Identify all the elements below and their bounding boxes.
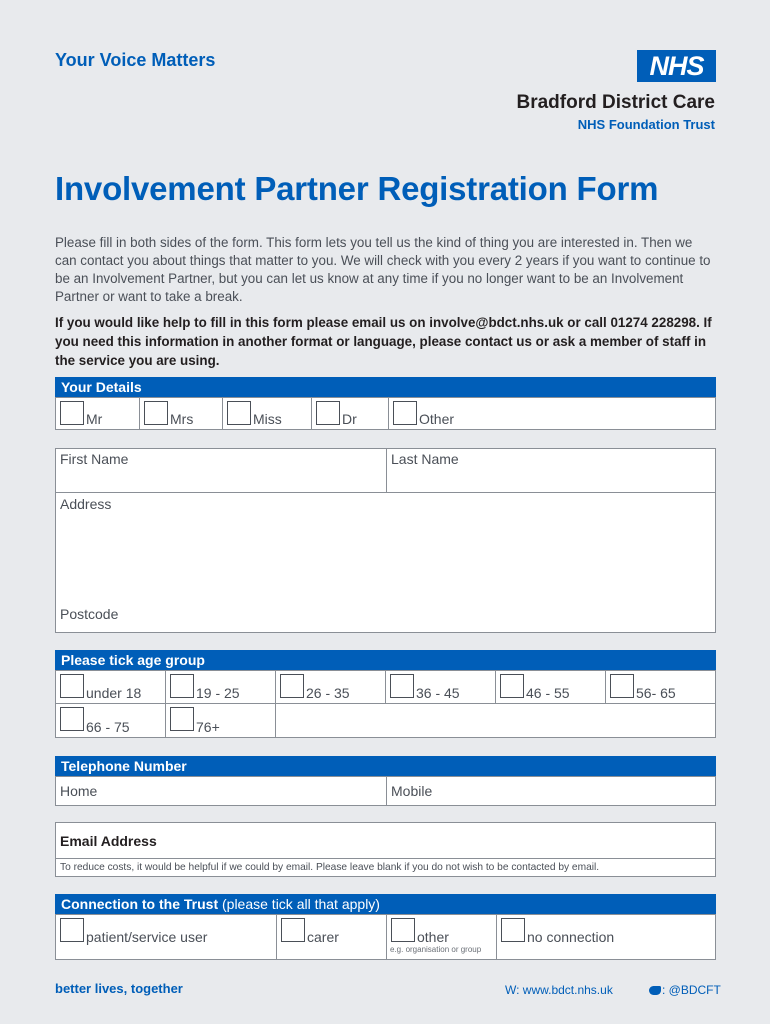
field-label: Home — [60, 783, 98, 799]
field-label: Mobile — [391, 783, 433, 799]
option-label: 19 - 25 — [196, 685, 240, 701]
checkbox[interactable] — [610, 674, 634, 698]
mobile-phone-field[interactable] — [387, 777, 715, 805]
checkbox[interactable] — [60, 401, 84, 425]
twitter-handle: : @BDCFT — [662, 983, 721, 997]
checkbox[interactable] — [393, 401, 417, 425]
checkbox[interactable] — [280, 674, 304, 698]
title-option-mr[interactable] — [56, 398, 140, 429]
checkbox[interactable] — [316, 401, 340, 425]
option-label: 66 - 75 — [86, 719, 130, 735]
nhs-logo: NHS — [637, 50, 716, 82]
footer-slogan: better lives, together — [55, 981, 183, 996]
option-label: no connection — [527, 929, 615, 945]
address-field[interactable] — [55, 492, 716, 633]
age-option[interactable] — [56, 704, 166, 737]
connection-option-patient[interactable] — [56, 915, 277, 959]
age-option[interactable] — [56, 671, 166, 703]
connection-option-carer[interactable] — [277, 915, 387, 959]
intro-text: Please fill in both sides of the form. This form lets you tell us the kind of thing you are interested in. Then we can contact you about things that matter to you. We will check with you every 2 years if you want to continue to be an Involvement Partner, but you can let us know at any time if you no longer want to be an Involvement Partner or want to take a break. — [55, 235, 711, 304]
checkbox[interactable] — [227, 401, 251, 425]
tagline: Your Voice Matters — [55, 50, 216, 70]
first-name-field[interactable] — [56, 449, 387, 492]
option-label: 56- 65 — [636, 685, 676, 701]
last-name-field[interactable] — [387, 449, 715, 492]
checkbox[interactable] — [500, 674, 524, 698]
section-heading: Your Details — [55, 377, 716, 397]
org-subtitle: NHS Foundation Trust — [577, 117, 715, 132]
name-row — [55, 448, 716, 493]
section-heading: Please tick age group — [55, 650, 716, 670]
option-label: 26 - 35 — [306, 685, 350, 701]
field-label: First Name — [60, 451, 129, 467]
postcode-label: Postcode — [60, 606, 119, 622]
twitter-icon — [649, 986, 661, 995]
title-option-miss[interactable] — [223, 398, 312, 429]
connection-row — [55, 914, 716, 960]
form-title: Involvement Partner Registration Form — [55, 170, 659, 207]
option-label: Dr — [342, 411, 357, 427]
option-label: under 18 — [86, 685, 142, 701]
title-option-mrs[interactable] — [140, 398, 223, 429]
option-label: patient/service user — [86, 929, 208, 945]
title-option-other[interactable] — [389, 398, 715, 429]
option-label: Mr — [86, 411, 103, 427]
checkbox[interactable] — [391, 918, 415, 942]
checkbox[interactable] — [281, 918, 305, 942]
age-option[interactable] — [386, 671, 496, 703]
option-label: 76+ — [196, 719, 220, 735]
checkbox[interactable] — [60, 918, 84, 942]
checkbox[interactable] — [60, 674, 84, 698]
age-row-1 — [55, 670, 716, 704]
empty-cell — [276, 704, 715, 737]
email-label: Email Address — [60, 833, 157, 849]
age-option[interactable] — [496, 671, 606, 703]
checkbox[interactable] — [501, 918, 525, 942]
footer-website: W: www.bdct.nhs.uk — [505, 983, 613, 997]
age-option[interactable] — [166, 704, 276, 737]
connection-option-none[interactable] — [497, 915, 715, 959]
field-label: Address — [60, 496, 112, 512]
age-row-2 — [55, 704, 716, 738]
option-label: 36 - 45 — [416, 685, 460, 701]
age-option[interactable] — [166, 671, 276, 703]
option-label: Miss — [253, 411, 282, 427]
home-phone-field[interactable] — [56, 777, 387, 805]
connection-section — [55, 894, 716, 960]
connection-heading-note: (please tick all that apply) — [222, 896, 380, 912]
title-row — [55, 397, 716, 430]
connection-heading: Connection to the Trust — [61, 896, 219, 912]
option-label: Other — [419, 411, 455, 427]
email-note: To reduce costs, it would be helpful if we could by email. Please leave blank if you do not wish to be contacted by email. — [56, 858, 715, 876]
checkbox[interactable] — [390, 674, 414, 698]
checkbox[interactable] — [144, 401, 168, 425]
checkbox[interactable] — [170, 674, 194, 698]
option-label: Mrs — [170, 411, 194, 427]
help-text: If you would like help to fill in this form please email us on involve@bdct.nhs.uk or call 01274 228298. If you need this information in another format or language, please contact us or ask a member of staff in the service you are using. — [55, 315, 712, 368]
footer-twitter — [649, 983, 721, 997]
address-cell[interactable] — [56, 493, 715, 632]
age-group-section — [55, 650, 716, 738]
checkbox[interactable] — [60, 707, 84, 731]
telephone-row — [55, 776, 716, 806]
section-heading: Telephone Number — [55, 756, 716, 776]
option-label: other — [417, 929, 449, 945]
other-note: e.g. organisation or group — [390, 945, 482, 954]
checkbox[interactable] — [170, 707, 194, 731]
your-details-section — [55, 377, 716, 430]
telephone-section — [55, 756, 716, 806]
section-heading — [55, 894, 716, 914]
connection-option-other[interactable] — [387, 915, 497, 959]
age-option[interactable] — [606, 671, 715, 703]
org-name: Bradford District Care — [516, 92, 715, 113]
option-label: carer — [307, 929, 339, 945]
age-option[interactable] — [276, 671, 386, 703]
field-label: Last Name — [391, 451, 459, 467]
option-label: 46 - 55 — [526, 685, 570, 701]
title-option-dr[interactable] — [312, 398, 389, 429]
email-field[interactable] — [55, 822, 716, 877]
